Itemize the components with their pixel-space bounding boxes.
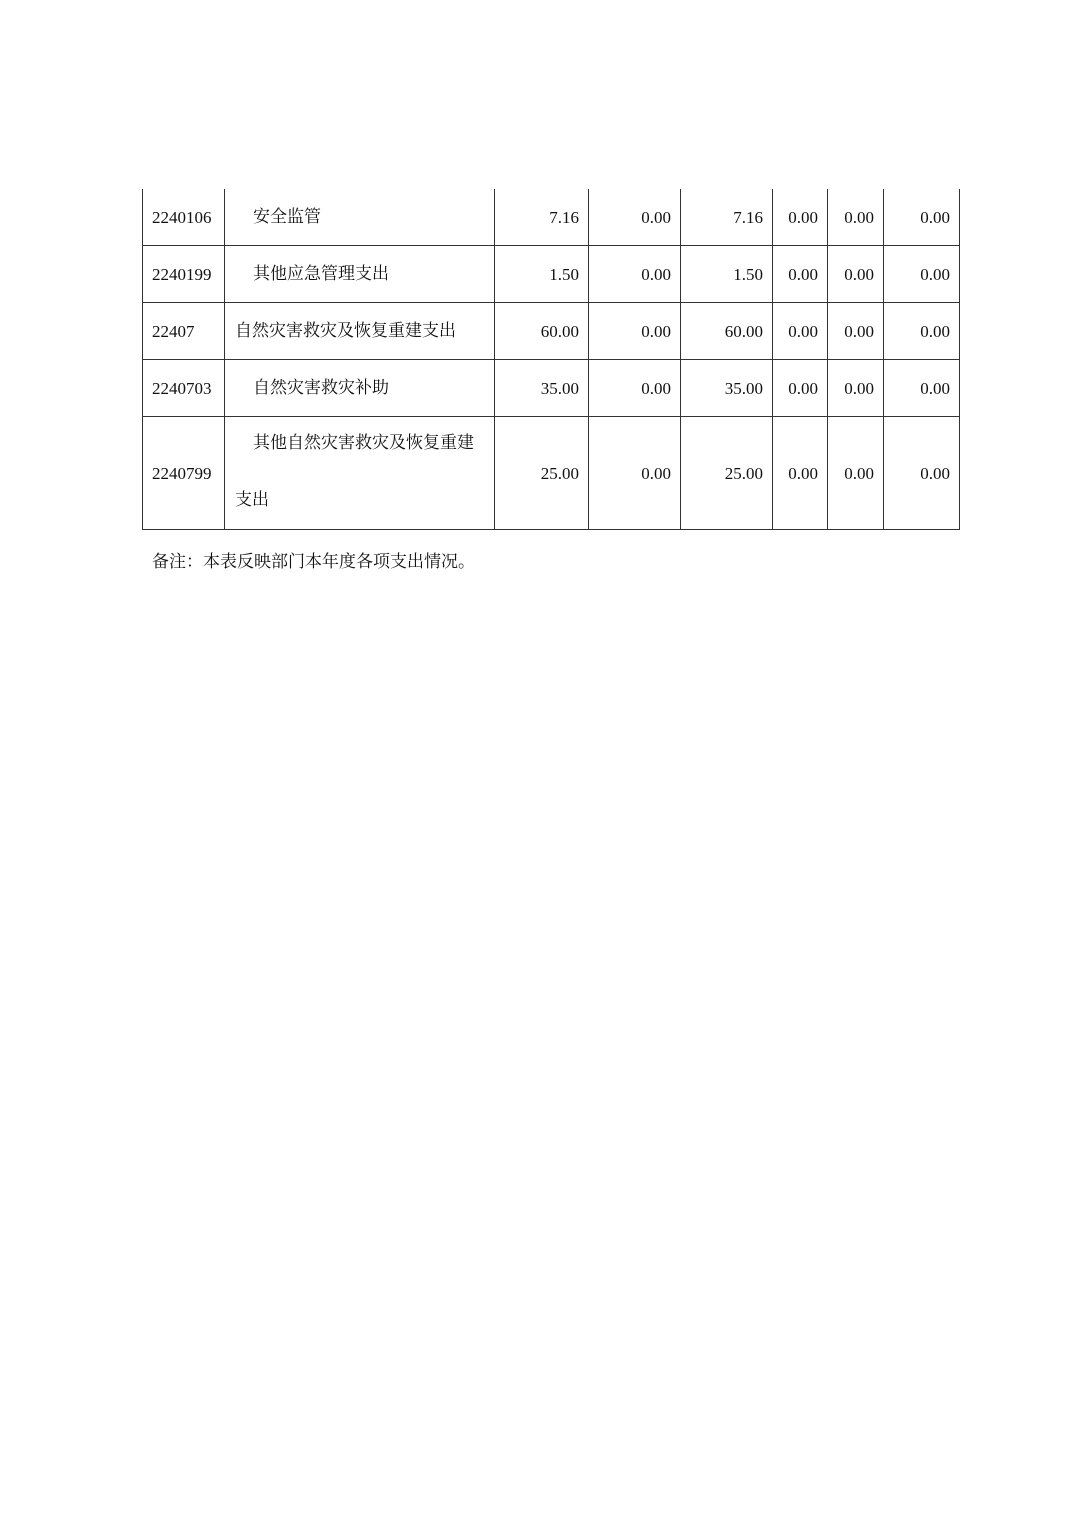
value-cell: 0.00: [589, 189, 681, 246]
value-cell: 0.00: [884, 189, 960, 246]
subject-name: [225, 360, 495, 417]
value-cell: 0.00: [884, 303, 960, 360]
value-cell: 7.16: [681, 189, 773, 246]
subject-code: 2240106: [143, 189, 225, 246]
value-cell: 0.00: [884, 417, 960, 530]
value-cell: 0.00: [773, 417, 828, 530]
subject-name: [225, 303, 495, 360]
value-cell: 0.00: [884, 246, 960, 303]
table-row: [143, 360, 960, 417]
table-note: 备注：本表反映部门本年度各项支出情况。: [152, 552, 475, 572]
value-cell: 0.00: [773, 189, 828, 246]
subject-name: [225, 189, 495, 246]
table-row: [143, 189, 960, 246]
subject-name: [225, 246, 495, 303]
value-cell: 0.00: [828, 246, 884, 303]
value-cell: 1.50: [681, 246, 773, 303]
value-cell: 35.00: [681, 360, 773, 417]
table-row: [143, 417, 960, 530]
value-cell: 0.00: [828, 189, 884, 246]
value-cell: 35.00: [495, 360, 589, 417]
subject-name-text: 自然灾害救灾及恢复重建支出: [235, 320, 456, 341]
value-cell: 1.50: [495, 246, 589, 303]
value-cell: 0.00: [773, 246, 828, 303]
value-cell: 0.00: [828, 417, 884, 530]
value-cell: 0.00: [589, 417, 681, 530]
value-cell: 0.00: [828, 360, 884, 417]
subject-name-text: 其他自然灾害救灾及恢复重建支出: [235, 432, 474, 510]
subject-name-text: 其他应急管理支出: [253, 263, 389, 284]
value-cell: 25.00: [495, 417, 589, 530]
expenditure-table: [142, 189, 960, 530]
value-cell: 0.00: [589, 360, 681, 417]
value-cell: 7.16: [495, 189, 589, 246]
value-cell: 60.00: [681, 303, 773, 360]
value-cell: 0.00: [828, 303, 884, 360]
subject-code: 2240703: [143, 360, 225, 417]
subject-name-text: 安全监管: [253, 206, 321, 227]
subject-code: 22407: [143, 303, 225, 360]
value-cell: 0.00: [773, 360, 828, 417]
value-cell: 25.00: [681, 417, 773, 530]
subject-code: 2240199: [143, 246, 225, 303]
subject-name: [225, 417, 495, 530]
subject-code: 2240799: [143, 417, 225, 530]
subject-name-text: 自然灾害救灾补助: [253, 377, 389, 398]
table-row: [143, 303, 960, 360]
table-row: [143, 246, 960, 303]
value-cell: 60.00: [495, 303, 589, 360]
value-cell: 0.00: [589, 246, 681, 303]
value-cell: 0.00: [773, 303, 828, 360]
value-cell: 0.00: [589, 303, 681, 360]
value-cell: 0.00: [884, 360, 960, 417]
